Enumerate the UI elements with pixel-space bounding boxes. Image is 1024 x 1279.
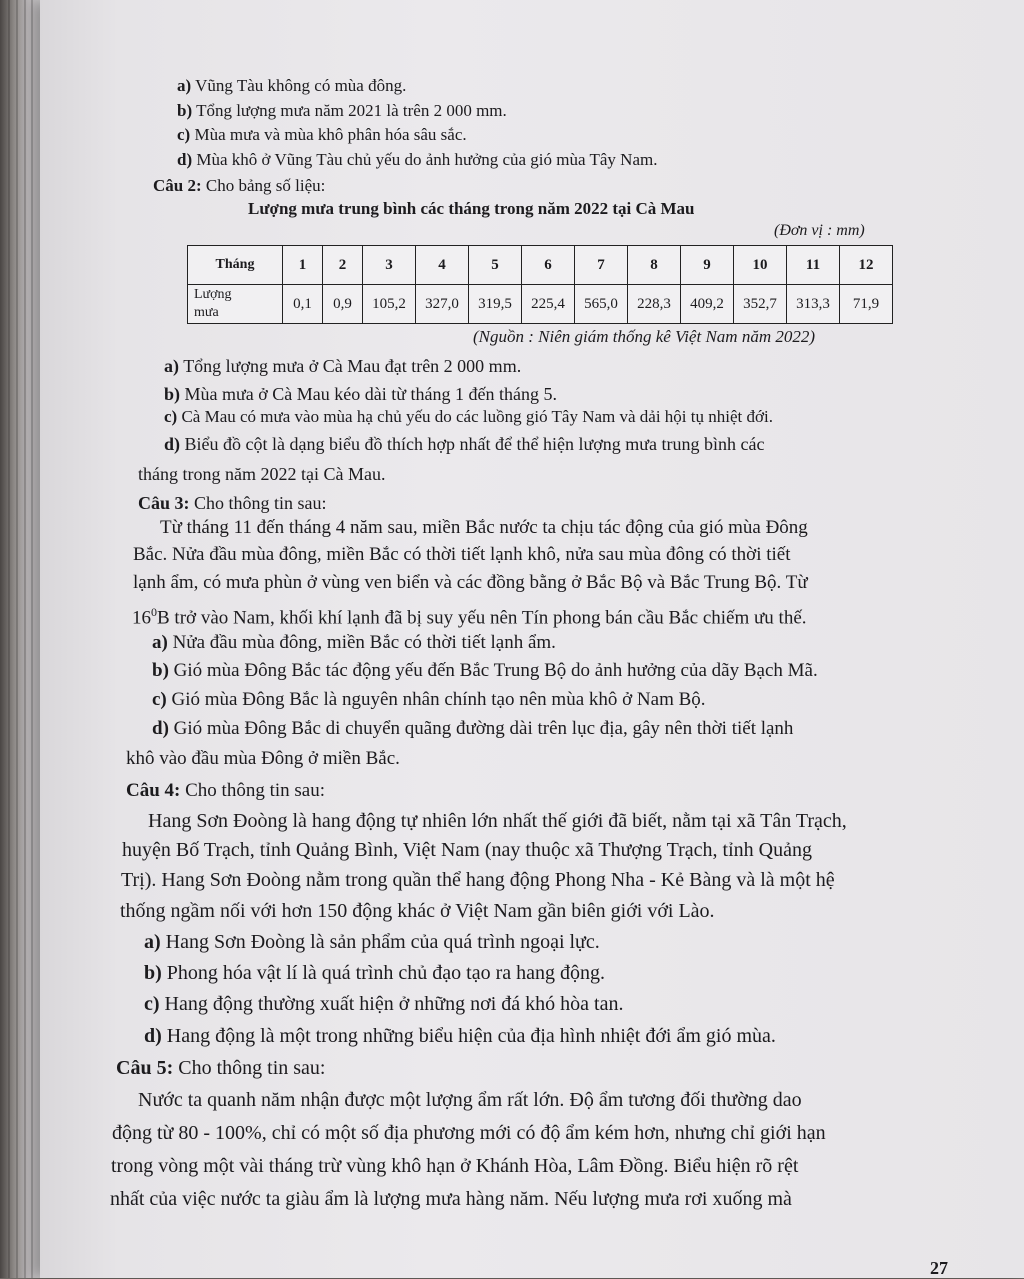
- value-cell: 225,4: [522, 285, 575, 324]
- value-cell: 71,9: [840, 285, 893, 324]
- q2-option-b: b) Mùa mưa ở Cà Mau kéo dài từ tháng 1 đến tháng 5.: [164, 384, 557, 404]
- month-cell: 4: [416, 246, 469, 285]
- q2-option-d: d) Biểu đồ cột là dạng biểu đồ thích hợp nhất để thể hiện lượng mưa trung bình các: [164, 434, 765, 454]
- q3-option-b: b) Gió mùa Đông Bắc tác động yếu đến Bắc Trung Bộ do ảnh hưởng của dãy Bạch Mã.: [152, 660, 818, 681]
- header-month-label: Tháng: [188, 246, 283, 285]
- q5-passage-line: Nước ta quanh năm nhận được một lượng ẩm rất lớn. Độ ẩm tương đối thường dao: [138, 1089, 802, 1111]
- value-cell: 105,2: [363, 285, 416, 324]
- table-value-row: [188, 285, 893, 324]
- month-cell: 11: [787, 246, 840, 285]
- q1-option-c: c) Mùa mưa và mùa khô phân hóa sâu sắc.: [177, 125, 467, 144]
- q4-passage-line: Trị). Hang Sơn Đoòng nằm trong quần thể hang động Phong Nha - Kẻ Bàng và là một hệ: [121, 869, 835, 891]
- month-cell: 10: [734, 246, 787, 285]
- month-cell: 5: [469, 246, 522, 285]
- row-label-rainfall: Lượng mưa: [188, 285, 283, 324]
- q2-heading: Câu 2: Cho bảng số liệu:: [153, 176, 326, 195]
- value-cell: 0,9: [323, 285, 363, 324]
- month-cell: 1: [283, 246, 323, 285]
- q3-passage-line: $16^0B$ trở vào Nam, khối khí lạnh đã bị suy yếu nên Tín phong bán cầu Bắc chiếm ưu thế.: [132, 605, 807, 629]
- q1-option-d: d) Mùa khô ở Vũng Tàu chủ yếu do ảnh hưởng của gió mùa Tây Nam.: [177, 150, 658, 169]
- q4-passage-line: huyện Bố Trạch, tỉnh Quảng Bình, Việt Nam (nay thuộc xã Thượng Trạch, tỉnh Quảng: [122, 839, 812, 861]
- value-cell: 319,5: [469, 285, 522, 324]
- page-number: 27: [930, 1258, 948, 1278]
- month-cell: 2: [323, 246, 363, 285]
- q4-option-c: c) Hang động thường xuất hiện ở những nơi đá khó hòa tan.: [144, 993, 624, 1015]
- value-cell: 0,1: [283, 285, 323, 324]
- q2-option-a: a) Tổng lượng mưa ở Cà Mau đạt trên 2 000 mm.: [164, 356, 522, 376]
- month-cell: 9: [681, 246, 734, 285]
- q3-option-c: c) Gió mùa Đông Bắc là nguyên nhân chính tạo nên mùa khô ở Nam Bộ.: [152, 689, 706, 710]
- q2-option-d-cont: tháng trong năm 2022 tại Cà Mau.: [138, 464, 386, 484]
- q3-passage-line: lạnh ẩm, có mưa phùn ở vùng ven biển và các đồng bằng ở Bắc Bộ và Bắc Trung Bộ. Từ: [133, 572, 808, 593]
- value-cell: 228,3: [628, 285, 681, 324]
- q2-source: (Nguồn : Niên giám thống kê Việt Nam năm 2022): [473, 327, 816, 346]
- q3-passage-line: Từ tháng 11 đến tháng 4 năm sau, miền Bắc nước ta chịu tác động của gió mùa Đông: [160, 517, 808, 538]
- q4-passage-line: thống ngầm nối với hơn 150 động khác ở Việt Nam gần biên giới với Lào.: [120, 900, 715, 922]
- q2-table-title: Lượng mưa trung bình các tháng trong năm 2022 tại Cà Mau: [248, 199, 695, 218]
- q5-heading: Câu 5: Cho thông tin sau:: [116, 1057, 326, 1079]
- q5-passage-line: động từ 80 - 100%, chỉ có một số địa phương mới có độ ẩm kém hơn, nhưng chỉ giới hạn: [112, 1122, 826, 1144]
- q5-passage-line: nhất của việc nước ta giàu ẩm là lượng mưa hàng năm. Nếu lượng mưa rơi xuống mà: [110, 1188, 792, 1210]
- value-cell: 565,0: [575, 285, 628, 324]
- value-cell: 352,7: [734, 285, 787, 324]
- q1-option-b: b) Tổng lượng mưa năm 2021 là trên 2 000 mm.: [177, 101, 507, 120]
- q3-heading: Câu 3: Cho thông tin sau:: [138, 493, 327, 513]
- q3-passage-line: Bắc. Nửa đầu mùa đông, miền Bắc có thời tiết lạnh khô, nửa sau mùa đông có thời tiết: [133, 544, 791, 565]
- q4-option-b: b) Phong hóa vật lí là quá trình chủ đạo tạo ra hang động.: [144, 962, 606, 984]
- value-cell: 327,0: [416, 285, 469, 324]
- month-cell: 3: [363, 246, 416, 285]
- q4-heading: Câu 4: Cho thông tin sau:: [126, 780, 325, 801]
- month-cell: 12: [840, 246, 893, 285]
- rainfall-table: [187, 245, 893, 324]
- month-cell: 8: [628, 246, 681, 285]
- q4-passage-line: Hang Sơn Đoòng là hang động tự nhiên lớn nhất thế giới đã biết, nằm tại xã Tân Trạch,: [148, 810, 847, 832]
- q4-option-d: d) Hang động là một trong những biểu hiện của địa hình nhiệt đới ẩm gió mùa.: [144, 1025, 776, 1047]
- month-cell: 6: [522, 246, 575, 285]
- value-cell: 409,2: [681, 285, 734, 324]
- q3-option-a: a) Nửa đầu mùa đông, miền Bắc có thời tiết lạnh ẩm.: [152, 632, 556, 653]
- q4-option-a: a) Hang Sơn Đoòng là sản phẩm của quá trình ngoại lực.: [144, 931, 600, 953]
- q5-passage-line: trong vòng một vài tháng trừ vùng khô hạn ở Khánh Hòa, Lâm Đồng. Biểu hiện rõ rệt: [111, 1155, 799, 1177]
- q2-option-c: c) Cà Mau có mưa vào mùa hạ chủ yếu do các luồng gió Tây Nam và dải hội tụ nhiệt đới.: [164, 407, 773, 426]
- q3-option-d-cont: khô vào đầu mùa Đông ở miền Bắc.: [126, 748, 400, 769]
- q2-unit: (Đơn vị : mm): [774, 222, 865, 239]
- q1-option-a: a) Vũng Tàu không có mùa đông.: [177, 76, 407, 95]
- document-page: [40, 0, 1024, 1278]
- table-header-row: [188, 246, 893, 285]
- month-cell: 7: [575, 246, 628, 285]
- q3-option-d: d) Gió mùa Đông Bắc di chuyển quãng đường dài trên lục địa, gây nên thời tiết lạnh: [152, 718, 794, 739]
- value-cell: 313,3: [787, 285, 840, 324]
- book-spine-edge: [0, 0, 40, 1278]
